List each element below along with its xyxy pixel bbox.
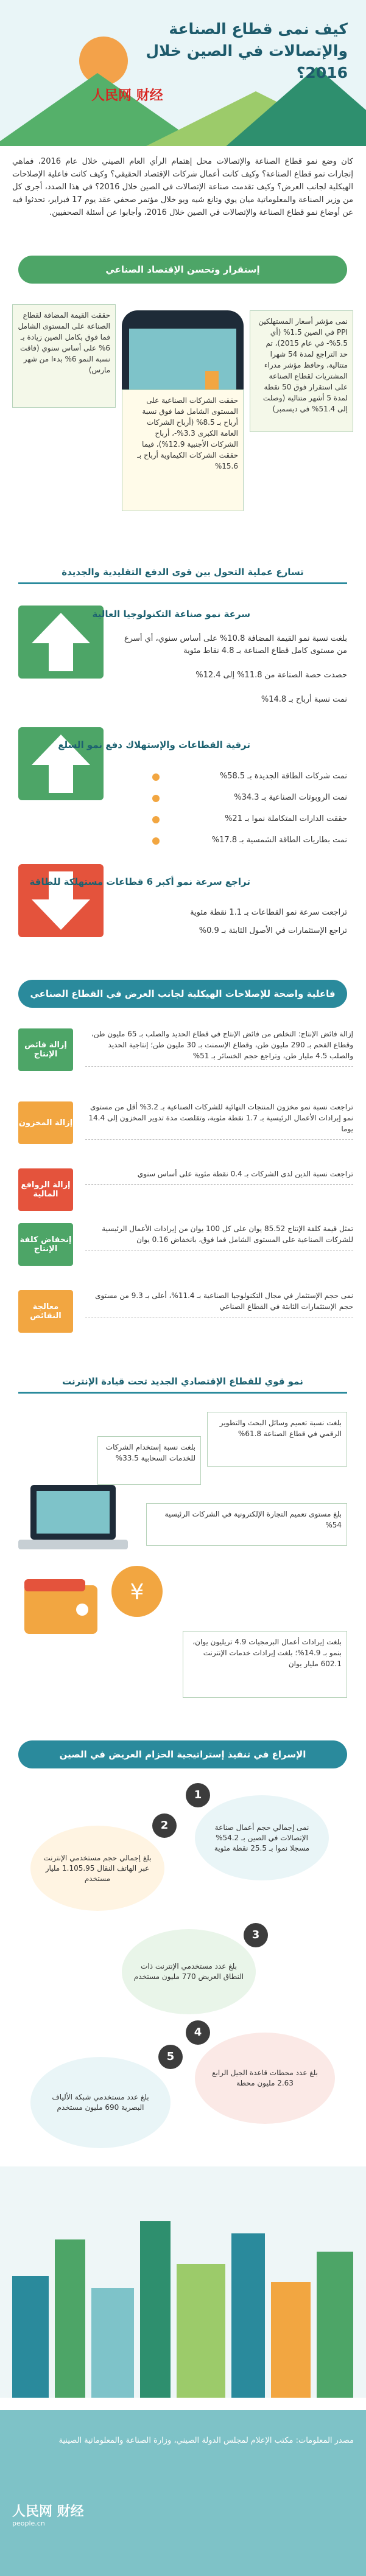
laptop-icon bbox=[18, 1479, 128, 1558]
header-banner bbox=[0, 0, 366, 146]
source-note: مصدر المعلومات: مكتب الإعلام لمجلس الدولة الصيني، وزارة الصناعة والمعلوماتية الصينية bbox=[58, 2436, 354, 2445]
number-badge: 3 bbox=[244, 1923, 268, 1947]
speech-bubble: بلغ عدد مستخدمي شبكة الألياف البصرية 690 مليون مستخدم bbox=[30, 2057, 171, 2148]
section-title-4: نمو قوي للقطاع الإقتصادي الجديد تحت قيادة الإنترنت bbox=[18, 1369, 347, 1394]
subsection-heading: تراجع سرعة نمو أكبر 6 قطاعات مستهلكة للطاقة bbox=[29, 876, 250, 887]
section-title-3: فاعلية واضحة للإصلاحات الهيكلية لجانب العرض في القطاع الصناعي bbox=[18, 980, 347, 1008]
number-badge: 1 bbox=[186, 1783, 210, 1807]
bullet-dot bbox=[152, 816, 160, 823]
bullet-item: نمت شركات الطاقة الجديدة بـ 58.5% bbox=[219, 772, 347, 781]
speech-bubble: بلغ عدد مستخدمي الإنترنت ذات النطاق العريض 770 مليون مستخدم bbox=[122, 1929, 256, 2014]
section-title-1: إستقرار وتحسن الإقتصاد الصناعي bbox=[18, 256, 347, 284]
bullet-item: نمت الروبوتات الصناعية بـ 34.3% bbox=[234, 793, 347, 802]
subsection-heading: ترقية القطاعات والإستهلاك دفع نمو السلع bbox=[58, 739, 250, 750]
fact-card-right: نمى مؤشر أسعار المستهلكين PPI في الصين 1.5% (أي 5.5%- في عام 2015)، تم حد التراجع لمدة 54 شهرا متتالية، وحافظ مؤشر مدراء المشتريات لقطاع الصناعة على استقرار فوق 50 نقطة لمدة 5 أشهر متتالية (وصلت إلى 51.4% في ديسمبر) bbox=[250, 310, 353, 432]
bullet-item: حققت الدارات المتكاملة نموا بـ 21% bbox=[225, 814, 347, 823]
up-arrow-icon bbox=[18, 606, 104, 679]
category-text: تراجعت نسبة الدين لدى الشركات بـ 0.4 نقطة مئوية على أساس سنوي bbox=[85, 1168, 353, 1185]
stat-card: بلغ مستوى تعميم التجارة الإلكترونية في الشركات الرئيسية 54% bbox=[146, 1503, 347, 1546]
speech-bubble: بلغ إجمالي حجم مستخدمي الإنترنت عبر الهاتف النقال 1.105.95 مليار مستخدم bbox=[30, 1826, 164, 1911]
up-arrow-icon bbox=[18, 727, 104, 800]
fact-card-center: حققت الشركات الصناعية على المستوى الشامل فما فوق نسبة أرباح بـ 8.5% (أرباح الشركات العامة الكبرى 3.3%-، أرباح الشركات الأجنبية 12.9%)، فيما حققت الشركات الكيماوية أرباح بـ 15.6% bbox=[122, 389, 244, 511]
category-text: تمثل قيمة كلفة الإنتاج 85.52 يوان على كل 100 يوان من إيرادات الأعمال الرئيسية للشركات الصناعية على المستوى الشامل فما فوق، بانخفاض 0.16 يوان bbox=[85, 1223, 353, 1251]
category-label: إنخفاض كلفة الإنتاج bbox=[18, 1223, 73, 1266]
number-badge: 2 bbox=[152, 1813, 177, 1838]
number-badge: 5 bbox=[158, 2045, 183, 2069]
svg-text:¥: ¥ bbox=[130, 1580, 144, 1605]
stat-card: بلغت نسبة إستخدام الشركات للخدمات السحابية 33.5% bbox=[97, 1436, 201, 1485]
down-arrow-icon bbox=[18, 864, 104, 937]
category-label: إزالة المخزون bbox=[18, 1101, 73, 1144]
brand-logo: 人民网 财经 bbox=[91, 88, 163, 103]
fact-card-left: حققت القيمة المضافة لقطاع الصناعة على المستوى الشامل فما فوق بكامل الصين زيادة بـ 6% على أساس سنوي (فاقت نسبة النمو 6% بدءا من شهر مارس) bbox=[12, 304, 116, 408]
bullet-dot bbox=[152, 837, 160, 845]
stat-card: بلغت إيرادات أعمال البرمجيات 4.9 تريليون يوان، بنمو بـ 14.9%؛ بلغت إيرادات خدمات الإنترنت 602.1 مليار يوان bbox=[183, 1631, 347, 1698]
city-skyline-graphic bbox=[0, 2166, 366, 2398]
bullet-dot bbox=[152, 773, 160, 781]
footer-brand-logo: 人民网 财经 bbox=[12, 2504, 84, 2519]
category-label: معالجة النقائص bbox=[18, 1290, 73, 1333]
wallet-icon bbox=[24, 1576, 97, 1637]
bullet-dot bbox=[152, 795, 160, 802]
number-badge: 4 bbox=[186, 2020, 210, 2045]
category-text: إزالة فائض الإنتاج: التخلص من فائض الإنتاج في قطاع الحديد والصلب بـ 65 مليون طن، وقطاع الفحم بـ 290 مليون طن، وقطاع الإسمنت بـ 30 مليون طن؛ إنتاجية الحديد والصلب 4.5 مليار طن، وتراجع حجم الخسائر بـ 51% bbox=[85, 1028, 353, 1067]
subsection-text: نمت نسبة أرباح بـ 14.8% bbox=[261, 695, 347, 704]
subsection-text: تراجعت سرعة نمو القطاعات بـ 1.1 نقطة مئوية bbox=[190, 908, 347, 917]
subsection-text: تراجع الإستثمارات في الأصول الثابتة بـ 0.9% bbox=[199, 926, 347, 935]
section-title-2: تسارع عملية التحول بين قوى الدفع التقليدية والجديدة bbox=[18, 560, 347, 584]
page-title: كيف نمى قطاع الصناعة والإتصالات في الصين خلال 2016؟ bbox=[146, 20, 348, 82]
subsection-text: بلغت نسبة نمو القيمة المضافة 10.8% على أساس سنوي، أي أسرع من مستوى كامل قطاع الصناعة بـ 4.8 نقاط مئوية bbox=[124, 634, 347, 655]
footer bbox=[0, 2410, 366, 2576]
subsection-heading: سرعة نمو صناعة التكنولوجيا العالية bbox=[92, 609, 250, 620]
bullet-item: نمت بطاريات الطاقة الشمسية بـ 17.8% bbox=[211, 836, 347, 845]
speech-bubble: نمى إجمالي حجم أعمال صناعة الإتصالات في الصين بـ 54.2% مسجلا نموا بـ 25.5 نقطة مئوية bbox=[195, 1795, 329, 1880]
category-label: إزالة فائض الإنتاج bbox=[18, 1028, 73, 1071]
yen-coin-icon bbox=[110, 1564, 164, 1619]
speech-bubble: بلغ عدد محطات قاعدة الجيل الرابع 2.63 مليون محطة bbox=[195, 2033, 335, 2124]
category-text: نمى حجم الإستثمار في مجال التكنولوجيا الصناعية بـ 11.4%، أعلى بـ 9.3 من مستوى حجم الإستثمارات الثابتة في القطاع الصناعي bbox=[85, 1290, 353, 1318]
stat-card: بلغت نسبة تعميم وسائل البحث والتطوير الرقمي في قطاع الصناعة 61.8% bbox=[207, 1412, 347, 1467]
footer-website: people.cn bbox=[12, 2519, 45, 2527]
section-title-5: الإسراع في تنفيذ إستراتيجية الحزام العريض في الصين bbox=[18, 1740, 347, 1768]
category-label: إزالة الروافع المالية bbox=[18, 1168, 73, 1211]
intro-paragraph: كان وضع نمو قطاع الصناعة والإتصالات محل إهتمام الرأي العام الصيني خلال عام 2016، فماهي إنجازات نمو قطاع الصناعة؟ وكيف كانت أعمال شركات الإقتصاد الحقيقي؟ وكيف كانت فاعلية الإصلاحات الهيكلية لجانب العرض؟ وكيف تقدمت صناعة الإتصالات في الصين خلال 2016؟ في هذا الصدد، أجرى كل من وزير الصناعة والمعلوماتية ميان يوي وتانغ شيه ويو خلال مؤتمر صحفي عقد يوم 17 فبراير، تحدثوا فيه عن أوضاع نمو قطاع الصناعة والإتصالات في الصين خلال 2016، وأجابوا عن أسئلة الصحفيين. bbox=[12, 157, 353, 217]
subsection-text: حصدت حصة الصناعة من 11.8% إلى 12.4% bbox=[195, 671, 347, 680]
category-text: تراجعت نسبة نمو مخزون المنتجات النهائية للشركات الصناعية بـ 3.2% أقل من مستوى نمو إيرادات الأعمال الرئيسية بـ 1.7 نقطة مئوية، وتقلصت مدة تدوير المخزون إلى 14.4 يوما bbox=[85, 1101, 353, 1140]
